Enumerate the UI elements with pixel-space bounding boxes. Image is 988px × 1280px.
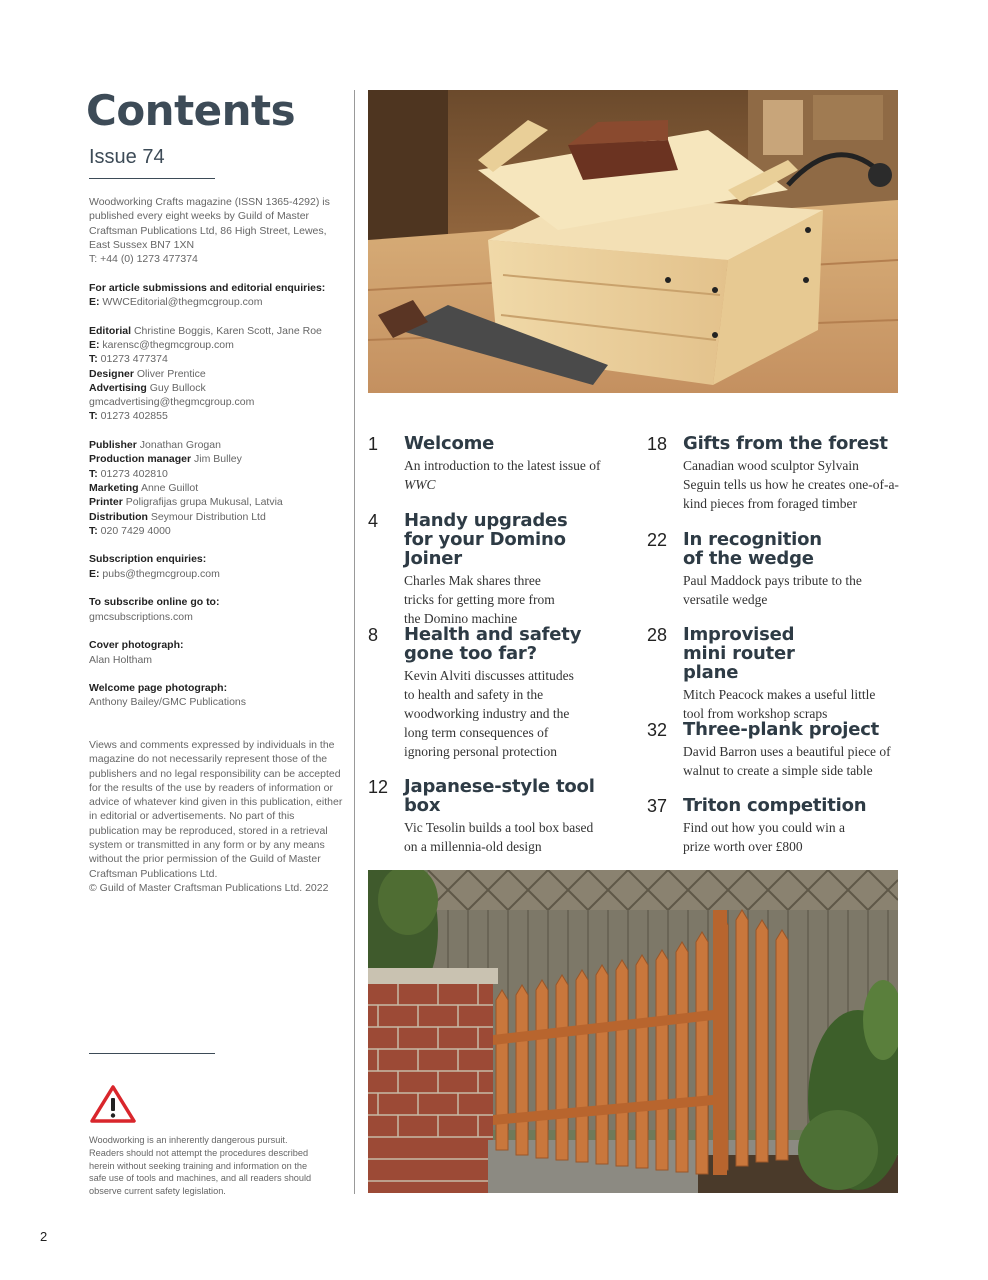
item-description: Charles Mak shares three tricks for getting more from the Domino machine: [404, 573, 555, 626]
staff-info: Editorial Christine Boggis, Karen Scott, Jane Roe E: karensc@thegmcgroup.com T: 01273 477374 Designer Oliver Prentice Advertising Guy Bullock gmcadvertising@thegmcgroup.com T: 01273 402855: [89, 324, 322, 423]
item-title: Three-plank project: [683, 719, 880, 740]
contents-item[interactable]: [368, 511, 598, 628]
footer-divider: [89, 1053, 215, 1054]
contents-item[interactable]: [647, 796, 899, 856]
publisher-info: Woodworking Crafts magazine (ISSN 1365-4292) is published every eight weeks by Guild of Master Craftsman Publications Ltd, 86 High Street, Lewes, East Sussex BN7 1XN T: +44 (0) 1273 477374: [89, 196, 330, 266]
item-page-number: 8: [368, 625, 379, 645]
title-divider: [89, 178, 215, 179]
item-description: David Barron uses a beautiful piece of walnut to create a simple side table: [683, 744, 891, 778]
contents-item[interactable]: [647, 434, 899, 513]
item-description: Mitch Peacock makes a useful little tool from workshop scraps: [683, 687, 876, 721]
item-description: Canadian wood sculptor Sylvain Seguin tells us how he creates one-of-a-kind pieces from foraged timber: [683, 458, 899, 511]
item-title: Improvised mini router plane: [683, 624, 795, 683]
item-title: Welcome: [404, 433, 495, 454]
item-description: Find out how you could win a prize worth over £800: [683, 820, 845, 854]
item-description: Kevin Alviti discusses attitudes to health and safety in the woodworking industry and the long term consequences of ignoring personal protection: [404, 668, 574, 759]
item-page-number: 12: [368, 777, 389, 797]
warning-icon: [89, 1084, 137, 1124]
production-info: Publisher Jonathan Grogan Production manager Jim Bulley T: 01273 402810 Marketing Anne Guillot Printer Poligrafijas grupa Mukusal, Latvia Distribution Seymour Distribution Ltd T: 020 7429 4000: [89, 439, 283, 537]
item-page-number: 22: [647, 530, 668, 550]
contents-item[interactable]: [647, 625, 899, 723]
column-divider: [354, 90, 355, 1194]
item-title: Handy upgrades for your Domino Joiner: [404, 510, 568, 569]
copyright: © Guild of Master Craftsman Publications Ltd. 2022: [89, 881, 329, 894]
item-title: Triton competition: [683, 795, 867, 816]
page-title: Contents: [86, 86, 296, 135]
submissions-email: WWCEditorial@thegmcgroup.com: [102, 296, 263, 309]
contents-item[interactable]: [647, 720, 899, 780]
page-number: 2: [40, 1229, 48, 1244]
contents-item[interactable]: [647, 530, 899, 609]
contents-item[interactable]: [368, 777, 628, 856]
subscription-enquiries: Subscription enquiries: E: pubs@thegmcgroup.com: [89, 553, 220, 580]
item-page-number: 28: [647, 625, 668, 645]
contents-item[interactable]: [368, 625, 628, 761]
item-page-number: 1: [368, 434, 379, 454]
item-description: Vic Tesolin builds a tool box based on a millennia-old design: [404, 820, 594, 854]
item-page-number: 4: [368, 511, 379, 531]
submissions-info: For article submissions and editorial enquiries: E: WWCEditorial@thegmcgroup.com: [89, 281, 326, 309]
item-description: An introduction to the latest issue of WWC: [404, 458, 601, 492]
item-page-number: 37: [647, 796, 668, 816]
item-page-number: 18: [647, 434, 668, 454]
issue-number: Issue 74: [89, 146, 165, 168]
cover-photo-credit: Cover photograph: Alan Holtham: [89, 639, 184, 666]
welcome-photo-credit: Welcome page photograph: Anthony Bailey/GMC Publications: [89, 682, 246, 709]
safety-notice: Woodworking is an inherently dangerous pursuit. Readers should not attempt the procedures described herein without seeking training and information on the safe use of tools and machines, and all readers should observe current safety legislation.: [89, 1135, 312, 1197]
item-title: In recognition of the wedge: [683, 529, 822, 569]
item-title: Gifts from the forest: [683, 433, 888, 454]
subscribe-online: To subscribe online go to: gmcsubscriptions.com: [89, 596, 220, 623]
item-title: Health and safety gone too far?: [404, 624, 582, 664]
toolbox-photo: [368, 90, 898, 393]
gate-photo: [368, 870, 898, 1193]
item-page-number: 32: [647, 720, 668, 740]
contents-item[interactable]: [368, 434, 628, 494]
disclaimer: Views and comments expressed by individuals in the magazine do not necessarily represent those of the publishers and no legal responsibility can be accepted for the results of the use by readers of information or advice of whatever kind given in this publication, either in editorial or advertisements. No part of this publication may be reproduced, stored in a retrieval system or transmitted in any form or by any means without the prior permission of the Guild of Master Craftsman Publications Ltd. © Guild of Master Craftsman Publications Ltd. 2022: [89, 739, 343, 894]
item-description: Paul Maddock pays tribute to the versatile wedge: [683, 573, 862, 607]
masthead-credits: [89, 195, 344, 724]
item-title: Japanese-style tool box: [404, 776, 595, 816]
